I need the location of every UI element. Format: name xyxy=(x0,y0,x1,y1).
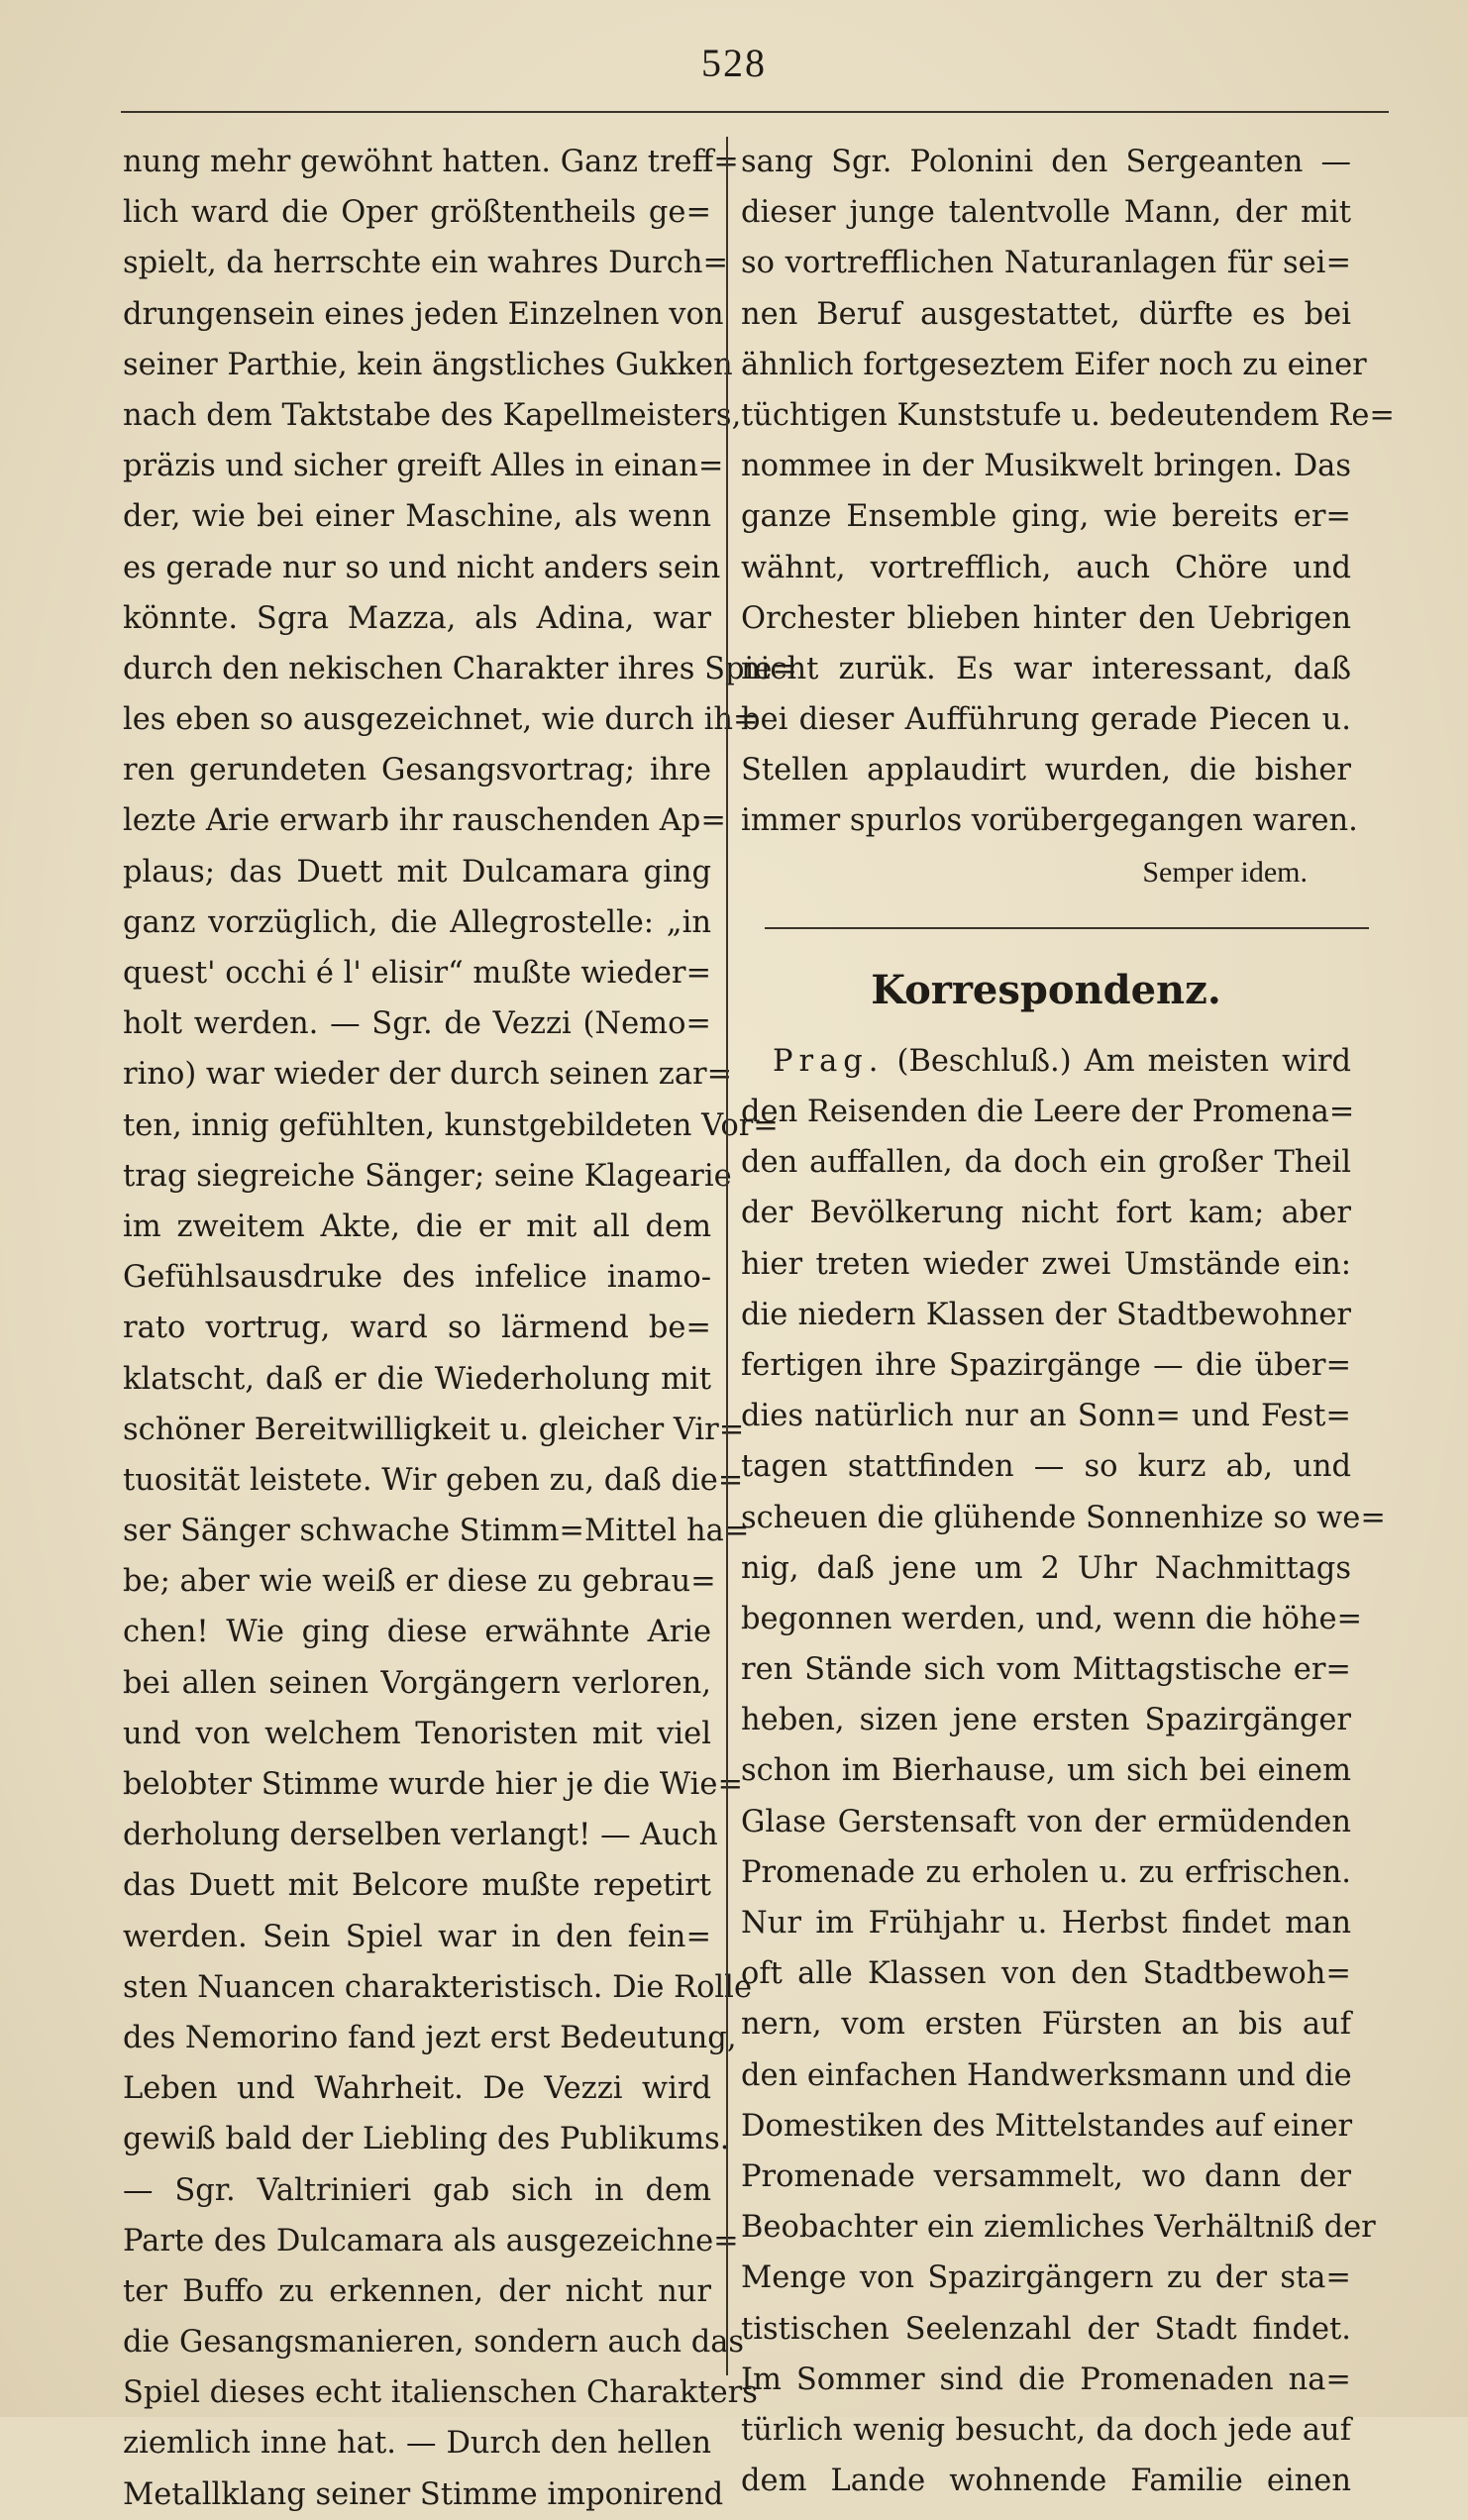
text-line: gewiß bald der Liebling des Publikums. xyxy=(123,2122,730,2157)
text-line: tagen stattfinden — so kurz ab, und xyxy=(741,1449,1351,1485)
text-line: klatscht, daß er die Wiederholung mit xyxy=(123,1361,711,1397)
text-line: ganz vorzüglich, die Allegrostelle: „in xyxy=(123,904,711,940)
correspondence-article xyxy=(741,1036,1386,2506)
text-line: begonnen werden, und, wenn die höhe= xyxy=(741,1601,1363,1636)
text-line: chen! Wie ging diese erwähnte Arie xyxy=(123,1615,711,1650)
text-line: nommee in der Musikwelt bringen. Das xyxy=(741,449,1351,484)
text-line: des Nemorino fand jezt erst Bedeutung, xyxy=(123,2020,737,2055)
text-line: die Gesangsmanieren, sondern auch das xyxy=(123,2325,745,2361)
text-line: es gerade nur so und nicht anders sein xyxy=(123,550,721,585)
text-line: der Bevölkerung nicht fort kam; aber xyxy=(741,1196,1351,1231)
text-line: Spiel dieses echt italienschen Charakters xyxy=(123,2375,758,2411)
text-line: Gefühlsausdruke des infelice inamo- xyxy=(123,1260,711,1296)
text-line: Nur im Frühjahr u. Herbst findet man xyxy=(741,1906,1351,1941)
text-line: das Duett mit Belcore mußte repetirt xyxy=(123,1868,711,1904)
text-line: Leben und Wahrheit. De Vezzi wird xyxy=(123,2071,711,2107)
text-line: bei allen seinen Vorgängern verloren, xyxy=(123,1665,711,1701)
text-line: präzis und sicher greift Alles in einan= xyxy=(123,449,724,484)
text-line: dem Lande wohnende Familie einen xyxy=(741,2464,1351,2499)
text-line: trag siegreiche Sänger; seine Klagearie xyxy=(123,1158,732,1194)
text-line: sten Nuancen charakteristisch. Die Rolle xyxy=(123,1969,752,2005)
text-line: ren gerundeten Gesangsvortrag; ihre xyxy=(123,753,711,788)
text-line: den auffallen, da doch ein großer Theil xyxy=(741,1145,1351,1181)
text-line: wähnt, vortrefflich, auch Chöre und xyxy=(741,550,1351,585)
text-line: werden. Sein Spiel war in den fein= xyxy=(123,1919,711,1954)
text-line: Metallklang seiner Stimme imponirend xyxy=(123,2476,724,2512)
text-line: ter Buffo zu erkennen, der nicht nur xyxy=(123,2273,711,2309)
text-line: rato vortrug, ward so lärmend be= xyxy=(123,1311,711,1346)
text-line: immer spurlos vorübergegangen waren. xyxy=(741,803,1358,839)
text-line: ganze Ensemble ging, wie bereits er= xyxy=(741,499,1351,535)
text-line: drungensein eines jeden Einzelnen von xyxy=(123,296,724,332)
text-line: Menge von Spazirgängern zu der sta= xyxy=(741,2260,1351,2296)
text-line: Beobachter ein ziemliches Verhältniß der xyxy=(741,2210,1376,2246)
text-line: les eben so ausgezeichnet, wie durch ih= xyxy=(123,702,759,738)
text-line: spielt, da herrschte ein wahres Durch= xyxy=(123,246,729,281)
text-line: sang Sgr. Polonini den Sergeanten — xyxy=(741,145,1351,179)
text-line: Parte des Dulcamara als ausgezeichne= xyxy=(123,2223,739,2258)
signature: Semper idem. xyxy=(1142,855,1308,889)
text-line: be; aber wie weiß er diese zu gebrau= xyxy=(123,1564,716,1600)
text-line: Stellen applaudirt wurden, die bisher xyxy=(741,753,1351,788)
text-line: holt werden. — Sgr. de Vezzi (Nemo= xyxy=(123,1006,711,1042)
text-line: schon im Bierhause, um sich bei einem xyxy=(741,1753,1351,1789)
text-line: ähnlich fortgeseztem Eifer noch zu einer xyxy=(741,347,1367,382)
text-line: Orchester blieben hinter den Uebrigen xyxy=(741,600,1351,636)
text-line: plaus; das Duett mit Dulcamara ging xyxy=(123,854,711,890)
text-line: rino) war wieder der durch seinen zar= xyxy=(123,1057,733,1093)
text-line: Promenade versammelt, wo dann der xyxy=(741,2158,1351,2194)
text-line: scheuen die glühende Sonnenhize so we= xyxy=(741,1500,1386,1535)
text-line: könnte. Sgra Mazza, als Adina, war xyxy=(123,600,711,636)
header-rule xyxy=(121,111,1389,113)
text-line: — Sgr. Valtrinieri gab sich in dem xyxy=(123,2172,711,2208)
page-number: 528 xyxy=(701,41,767,85)
text-line: schöner Bereitwilligkeit u. gleicher Vir= xyxy=(123,1412,745,1447)
text-line: im zweitem Akte, die er mit all dem xyxy=(123,1208,711,1244)
column-divider xyxy=(726,137,728,2375)
text-line: lezte Arie erwarb ihr rauschenden Ap= xyxy=(123,803,726,839)
correspondence-first-line-text: (Beschluß.) Am meisten wird xyxy=(884,1043,1351,1079)
text-line: tuosität leistete. Wir geben zu, daß die= xyxy=(123,1462,744,1498)
text-line: ziemlich inne hat. — Durch den hellen xyxy=(123,2426,711,2462)
text-line: quest' occhi é l' elisir“ mußte wieder= xyxy=(123,956,711,991)
text-line: Promenade zu erholen u. zu erfrischen. xyxy=(741,1854,1351,1890)
text-line: türlich wenig besucht, da doch jede auf xyxy=(741,2412,1351,2448)
text-line: nen Beruf ausgestattet, dürfte es bei xyxy=(741,296,1351,332)
text-line: nung mehr gewöhnt hatten. Ganz treff= xyxy=(123,145,739,179)
text-line: den Reisenden die Leere der Promena= xyxy=(741,1095,1355,1129)
text-line: Domestiken des Mittelstandes auf einer xyxy=(741,2108,1353,2144)
opera-review-continuation xyxy=(741,137,1395,847)
text-line: dies natürlich nur an Sonn= und Fest= xyxy=(741,1399,1351,1434)
text-line: den einfachen Handwerksmann und die xyxy=(741,2057,1352,2093)
correspondence-body xyxy=(741,1087,1386,2506)
text-line: oft alle Klassen von den Stadtbewoh= xyxy=(741,1956,1351,1992)
text-line: lich ward die Oper größtentheils ge= xyxy=(123,195,711,231)
correspondence-lead: Prag. xyxy=(773,1043,885,1079)
section-heading: Korrespondenz. xyxy=(871,966,1221,1013)
text-line: tüchtigen Kunststufe u. bedeutendem Re= xyxy=(741,397,1395,433)
text-line: tistischen Seelenzahl der Stadt findet. xyxy=(741,2311,1351,2347)
text-line: fertigen ihre Spazirgänge — die über= xyxy=(741,1347,1351,1383)
section-rule xyxy=(765,927,1369,929)
correspondence-first-line xyxy=(741,1036,1351,1087)
text-line: so vortrefflichen Naturanlagen für sei= xyxy=(741,246,1351,281)
text-line: nig, daß jene um 2 Uhr Nachmittags xyxy=(741,1550,1351,1586)
text-line: bei dieser Aufführung gerade Piecen u. xyxy=(741,702,1351,738)
text-line: Glase Gerstensaft von der ermüdenden xyxy=(741,1804,1351,1839)
text-line: die niedern Klassen der Stadtbewohner xyxy=(741,1297,1351,1332)
text-line: ren Stände sich vom Mittagstische er= xyxy=(741,1652,1351,1688)
text-line: Im Sommer sind die Promenaden na= xyxy=(741,2362,1351,2397)
text-line: ten, innig gefühlten, kunstgebildeten Vor= xyxy=(123,1107,779,1143)
text-line: seiner Parthie, kein ängstliches Gukken xyxy=(123,347,733,382)
left-column xyxy=(123,137,797,2520)
text-line: nicht zurük. Es war interessant, daß xyxy=(741,651,1351,686)
text-line: nern, vom ersten Fürsten an bis auf xyxy=(741,2007,1351,2043)
text-line: und von welchem Tenoristen mit viel xyxy=(123,1716,711,1751)
text-line: nach dem Taktstabe des Kapellmeisters, xyxy=(123,397,742,433)
text-line: der, wie bei einer Maschine, als wenn xyxy=(123,499,711,535)
text-line: belobter Stimme wurde hier je die Wie= xyxy=(123,1767,744,1802)
text-line: derholung derselben verlangt! — Auch xyxy=(123,1818,718,1853)
right-column xyxy=(741,137,1395,2506)
text-line: ser Sänger schwache Stimm=Mittel ha= xyxy=(123,1514,750,1549)
text-line: dieser junge talentvolle Mann, der mit xyxy=(741,195,1351,231)
text-line: hier treten wieder zwei Umstände ein: xyxy=(741,1246,1351,1282)
text-line: heben, sizen jene ersten Spazirgänger xyxy=(741,1703,1351,1738)
text-line: durch den nekischen Charakter ihres Spie= xyxy=(123,651,797,686)
